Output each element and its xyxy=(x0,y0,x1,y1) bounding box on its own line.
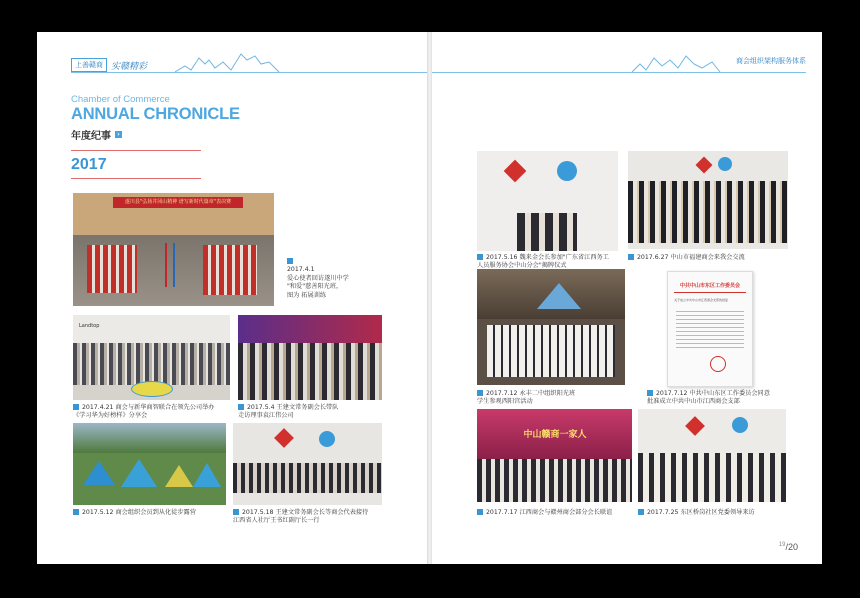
caption-3-text: 2017.5.4 王建文常务副会长带队 走访理事袁江伟公司 xyxy=(238,404,339,420)
caption-4 xyxy=(73,509,233,517)
right-caption-5-text: 2017.7.17 江西商会与赣州商会部分会长联谊 xyxy=(486,509,613,516)
caption-2 xyxy=(73,404,233,421)
arrow-icon: › xyxy=(115,131,122,138)
header-rule-right xyxy=(432,72,806,73)
right-caption-2-text: 2017.6.27 中山市福建商会来我会交流 xyxy=(637,254,745,261)
photo-reception xyxy=(233,423,382,505)
page-number-small: 19 xyxy=(778,542,786,548)
caption-marker-icon xyxy=(233,509,239,515)
photo-community-visit xyxy=(638,409,786,502)
photo-banner: 遂川县"弘扬井冈山精神 谱写新时代篇章"表决赛 xyxy=(113,197,243,208)
right-header-title: 商会组织架构服务体系 xyxy=(736,57,806,65)
caption-marker-icon xyxy=(628,254,634,260)
photo-ganzhou-networking xyxy=(477,409,632,502)
photo-sign-text: Landtop xyxy=(79,323,100,329)
chamber-heading: Chamber of Commerce xyxy=(71,94,170,105)
year-rule-bottom xyxy=(71,178,201,179)
photo-camping xyxy=(73,423,226,505)
caption-marker-icon xyxy=(477,254,483,260)
caption-marker-icon xyxy=(647,390,653,396)
photo-unveiling xyxy=(477,151,618,251)
skyline-decoration-left xyxy=(175,50,285,74)
caption-marker-icon xyxy=(238,404,244,410)
annual-chronicle-heading: ANNUAL CHRONICLE xyxy=(71,105,240,123)
left-header xyxy=(71,58,147,72)
right-caption-3 xyxy=(477,390,627,407)
left-page xyxy=(37,32,427,564)
right-page xyxy=(432,32,822,564)
right-caption-1-text: 2017.5.16 魏来金会长参加"广东省江西务工 人员服务协会中山分会"揭牌仪式 xyxy=(477,254,609,270)
photo-approval-document xyxy=(667,271,753,387)
section-title xyxy=(71,127,122,142)
right-caption-4-text: 2017.7.12 中共中山东区工作委员会同意 批准成立中共中山市江西商会支部 xyxy=(647,390,770,406)
right-caption-6-text: 2017.7.25 东区桥岗社区党委领导来访 xyxy=(647,509,755,516)
caption-5-text: 2017.5.18 王建文常务副会长等商会代表接待 江西省人社厅王书红副厅长一行 xyxy=(233,509,369,525)
right-caption-2 xyxy=(628,254,788,262)
skyline-decoration-right xyxy=(632,50,722,74)
document-subtitle: 关于成立中共中山市江西商会支部的批复 xyxy=(674,298,729,302)
page-number: $^{19}$/20 xyxy=(778,542,798,552)
header-rule xyxy=(71,72,427,73)
right-caption-3-text: 2017.7.12 永丰二中组织阳光班 学生参观西阳宫活动 xyxy=(477,390,576,406)
caption-marker-icon xyxy=(287,258,293,264)
caption-marker-icon xyxy=(477,509,483,515)
section-title-text: 年度纪事 xyxy=(71,131,111,142)
year-label: 2017 xyxy=(71,156,107,173)
right-caption-4 xyxy=(647,390,797,407)
photo-training xyxy=(73,193,274,306)
year-rule-top xyxy=(71,150,201,151)
photo-students-visit xyxy=(477,269,625,385)
photo-fujian-exchange xyxy=(628,151,788,249)
caption-marker-icon xyxy=(638,509,644,515)
caption-marker-icon xyxy=(477,390,483,396)
photo-sharing-session xyxy=(73,315,230,400)
caption-4-text: 2017.5.12 商会组织会员到从化徒步露营 xyxy=(82,509,196,516)
header-script-label: 实赣精彩 xyxy=(111,61,148,72)
caption-2-text: 2017.4.21 商会与新华商智联合在领先公司举办 《学习华为好榜样》分享会 xyxy=(73,404,215,420)
caption-marker-icon xyxy=(73,404,79,410)
document-title: 中共中山市东区工作委员会 xyxy=(679,283,740,289)
caption-5 xyxy=(233,509,393,526)
caption-3 xyxy=(238,404,388,421)
photo-company-visit xyxy=(238,315,382,400)
page-number-main: 20 xyxy=(787,542,798,552)
right-caption-6 xyxy=(638,509,798,517)
right-caption-5 xyxy=(477,509,637,517)
header-box-label: 上善赣商 xyxy=(71,58,107,72)
caption-marker-icon xyxy=(73,509,79,515)
event-banner: 中山赣商一家人 xyxy=(523,430,587,440)
caption-1-text: 2017.4.1 爱心使者回访遂川中学 "和爱"慈善阳光班， 图为 拓展训练 xyxy=(287,266,349,299)
caption-1 xyxy=(287,258,367,300)
